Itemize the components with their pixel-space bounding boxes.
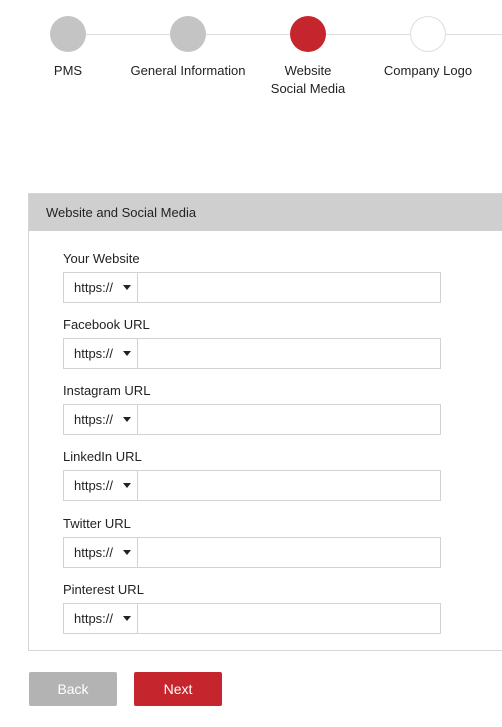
field-label: Your Website [63,251,140,266]
step-indicator [50,16,86,52]
url-input-group [63,404,441,435]
field-label: Instagram URL [63,383,151,398]
protocol-select[interactable] [64,471,138,500]
step-label: PMS [53,63,83,78]
field-label: Twitter URL [63,516,131,531]
protocol-select[interactable] [64,339,138,368]
step-indicator [410,16,446,52]
caret-down-icon [123,351,131,356]
protocol-value: https:// [74,412,114,427]
step-website-social-media[interactable] [238,16,378,98]
field-label: Pinterest URL [63,582,144,597]
step-label: Website Social Media [270,63,346,96]
back-button[interactable]: Back [29,672,117,706]
step-label: General Information [130,63,246,78]
url-input-group [63,338,441,369]
caret-down-icon [123,285,131,290]
field-label: LinkedIn URL [63,449,142,464]
url-input-group [63,470,441,501]
step-indicator [290,16,326,52]
protocol-value: https:// [74,346,114,361]
linkedin-field [63,449,441,501]
field-label: Facebook URL [63,317,150,332]
protocol-value: https:// [74,280,114,295]
step-company-logo[interactable] [358,16,498,80]
website-url-input[interactable] [138,273,440,302]
protocol-value: https:// [74,478,114,493]
caret-down-icon [123,483,131,488]
protocol-select[interactable] [64,405,138,434]
facebook-field [63,317,441,369]
protocol-select[interactable] [64,273,138,302]
step-general-information[interactable] [118,16,258,80]
twitter-field [63,516,441,568]
next-button[interactable]: Next [134,672,222,706]
caret-down-icon [123,417,131,422]
step-indicator [170,16,206,52]
instagram-field [63,383,441,435]
pinterest-url-input[interactable] [138,604,440,633]
instagram-url-input[interactable] [138,405,440,434]
facebook-url-input[interactable] [138,339,440,368]
protocol-value: https:// [74,545,114,560]
twitter-url-input[interactable] [138,538,440,567]
url-input-group [63,603,441,634]
url-input-group [63,537,441,568]
protocol-select[interactable] [64,538,138,567]
caret-down-icon [123,550,131,555]
panel-title: Website and Social Media [29,194,502,231]
progress-stepper [0,0,502,110]
website-social-media-panel [28,193,502,651]
step-label: Company Logo [383,63,473,78]
protocol-select[interactable] [64,604,138,633]
linkedin-url-input[interactable] [138,471,440,500]
caret-down-icon [123,616,131,621]
website-field [63,251,441,303]
url-input-group [63,272,441,303]
pinterest-field [63,582,441,634]
protocol-value: https:// [74,611,114,626]
